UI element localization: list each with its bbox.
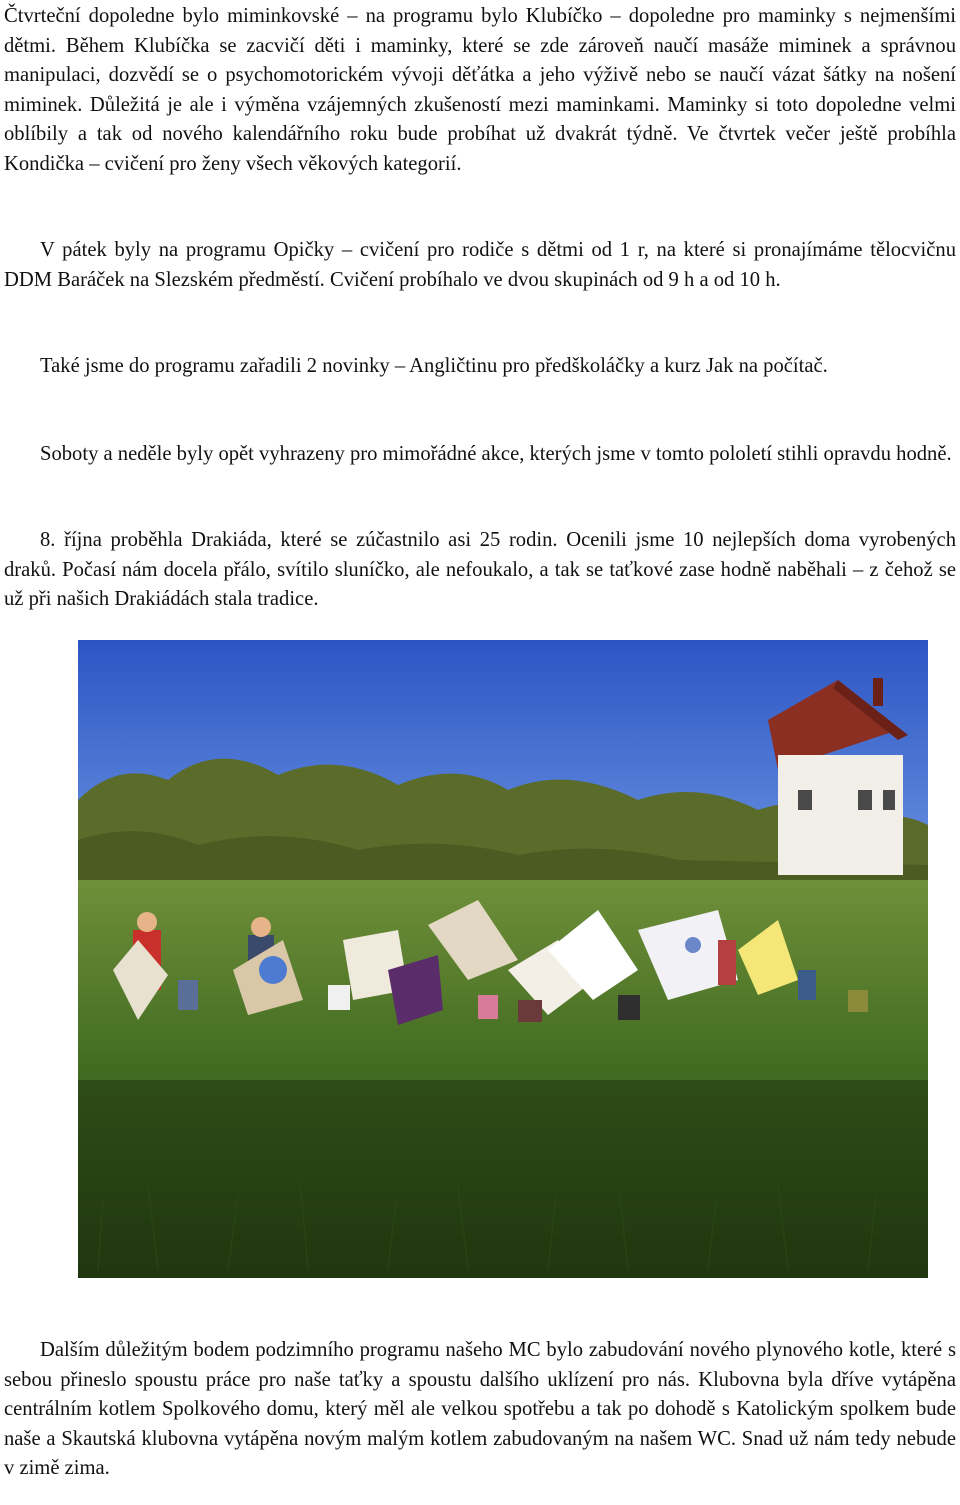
house-window (883, 790, 895, 810)
paragraph-text: Čtvrteční dopoledne bylo miminkovské – na programu bylo Klubíčko – dopoledne pro maminky s nejmenšími dětmi. Během Klubíčka se zacvičí děti i maminky, které se zde zároveň naučí masáže miminek a správnou manipulaci, dozvědí se o psychomotorickém vývoji děťátka a jeho výživě nebo se naučí vázat šátky na nošení miminek. Důležitá je ale i výměna vzájemných zkušeností mezi maminkami. Maminky si toto dopoledne velmi oblíbily a tak od nového kalendářního roku bude probíhat už dvakrát týdně. Ve čtvrtek večer ještě probíhla Kondička – cvičení pro ženy všech věkových kategorií. (4, 5, 956, 175)
paragraph-text: Dalším důležitým bodem podzimního programu našeho MC bylo zabudování nového plynového kotle, které s sebou přineslo spoustu práce pro naše taťky a spoustu dalšího uklízení pro nás. Klubovna byla dříve vytápěna centrálním kotlem Spolkového domu, který měl ale velkou spotřebu a tak po dohodě s Katolickým spolkem bude naše a Skautská klubovna vytápěna novým malým kotlem zabudovaným na našem WC. Snad už nám tedy nebude v zimě zima. (4, 1339, 956, 1480)
meadow-shadow (78, 1080, 928, 1278)
paragraph-text: Soboty a neděle byly opět vyhrazeny pro mimořádné akce, kterých jsme v tomto pololetí stihli opravdu hodně. (40, 443, 952, 465)
paragraph-text: Také jsme do programu zařadili 2 novinky – Angličtinu pro předškoláčky a kurz Jak na počítač. (40, 355, 828, 377)
house-window (858, 790, 872, 810)
paragraph-novinky (4, 352, 956, 382)
paragraph-text: 8. října proběhla Drakiáda, které se zúčastnilo asi 25 rodin. Ocenili jsme 10 nejlepších doma vyrobených draků. Počasí nám docela přálo, svítilo sluníčko, ale nefoukalo, a tak se taťkové zase hodně naběhali – z čehož se už při našich Drakiádách stala tradice. (4, 529, 956, 611)
paragraph-klubicko (4, 2, 956, 180)
paragraph-opicky (4, 236, 956, 295)
chimney (873, 678, 883, 706)
house-wall (778, 755, 903, 875)
paragraph-drakiada (4, 526, 956, 615)
paragraph-vikendy (4, 440, 956, 470)
drakiada-photo (78, 640, 928, 1278)
paragraph-text: V pátek byly na programu Opičky – cvičení pro rodiče s dětmi od 1 r, na které si pronajímáme tělocvičnu DDM Baráček na Slezském předměstí. Cvičení probíhalo ve dvou skupinách od 9 h a od 10 h. (4, 239, 956, 291)
paragraph-kotel (4, 1336, 956, 1484)
house-window (798, 790, 812, 810)
